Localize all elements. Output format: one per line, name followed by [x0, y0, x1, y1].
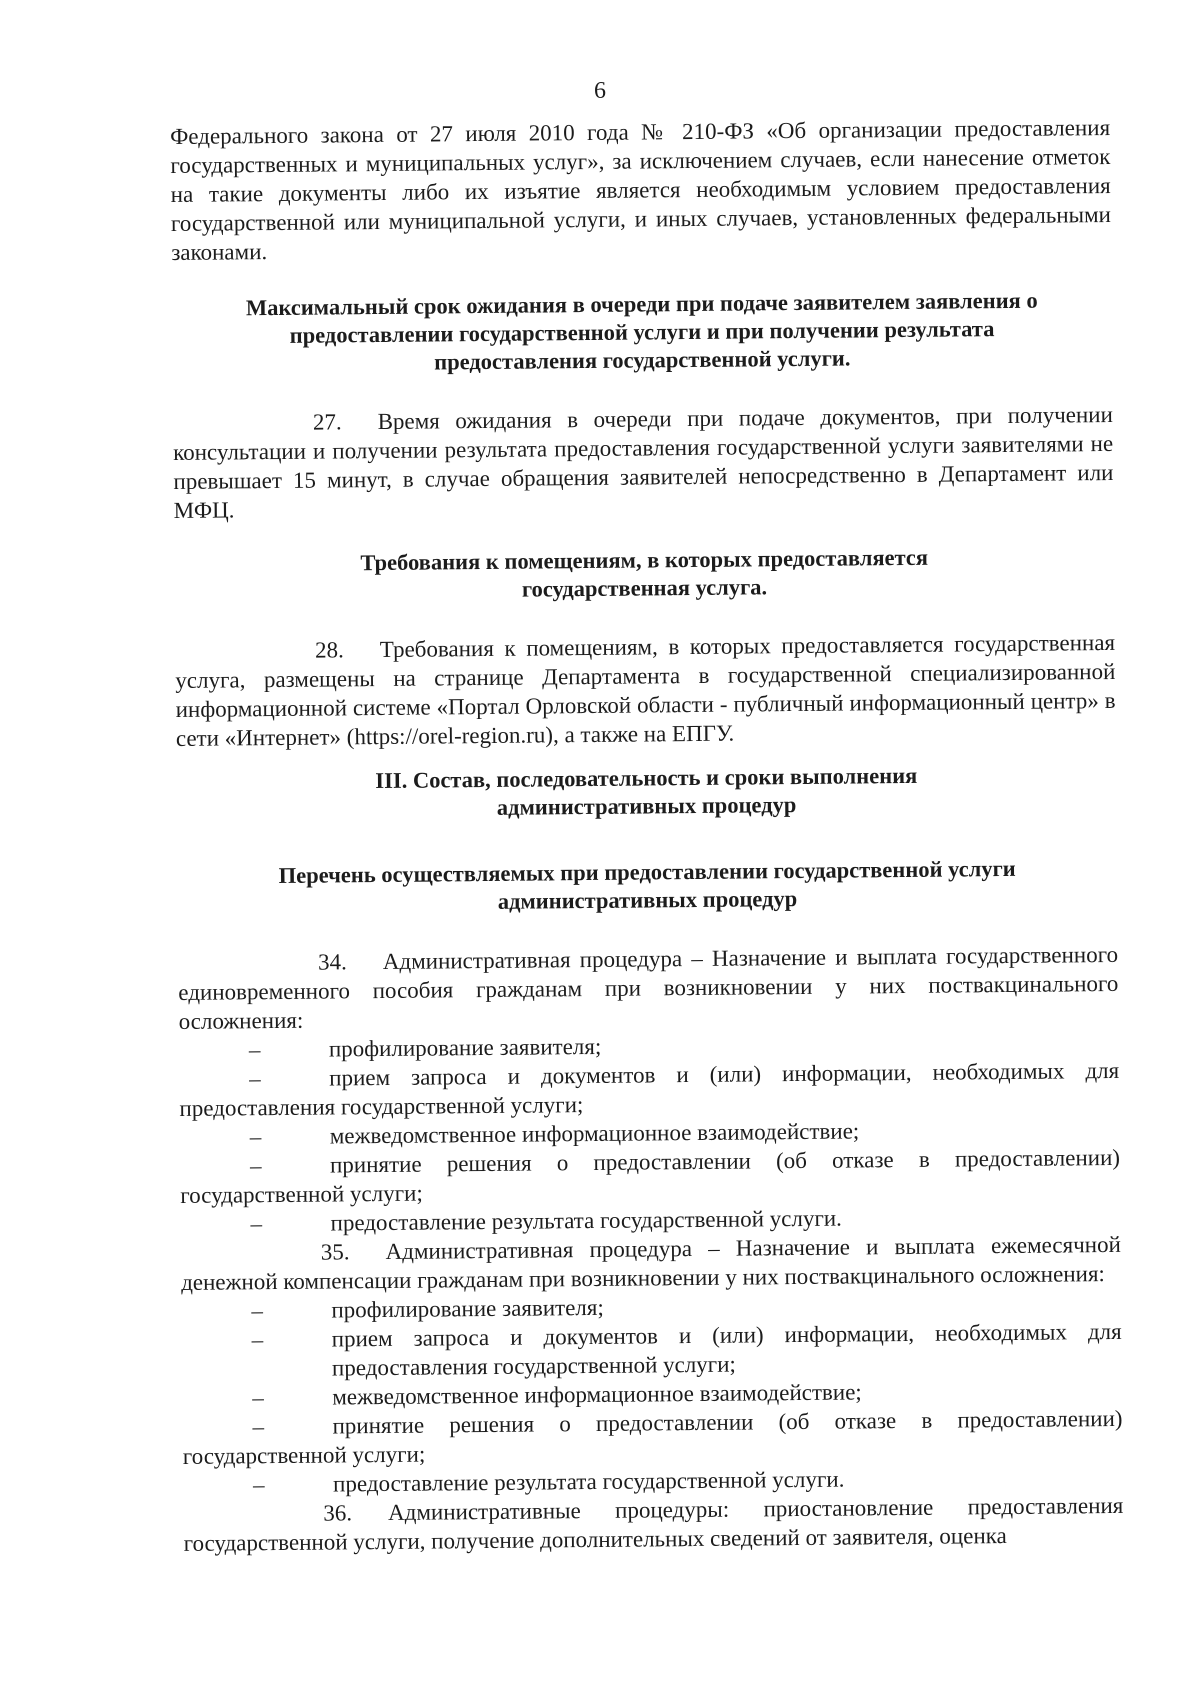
- list-dash: –: [249, 1124, 262, 1150]
- paragraph-35: [181, 1230, 1122, 1297]
- list-item-text: профилирование заявителя;: [331, 1294, 604, 1323]
- list-item-text: предоставление результата государственной услуги.: [332, 1466, 845, 1497]
- list-item: [182, 1317, 1123, 1384]
- heading-line: Максимальный срок ожидания в очереди при подаче заявителем заявления о: [245, 287, 1038, 321]
- list-dash: –: [251, 1327, 264, 1353]
- list-item-text: межведомственное информационное взаимодействие;: [332, 1379, 862, 1410]
- list-dash: –: [249, 1066, 261, 1092]
- list-dash: –: [252, 1385, 264, 1411]
- list-dash: –: [249, 1153, 262, 1179]
- heading-premises-requirements: [174, 542, 1114, 607]
- heading-line: административных процедур: [496, 792, 797, 820]
- list-item-text: прием запроса и документов и (или) информации, необходимых для предоставления государственной услуги;: [179, 1057, 1120, 1121]
- list-dash: –: [248, 1037, 261, 1063]
- heading-line: Перечень осуществляемых при предоставлении государственной услуги: [278, 855, 1016, 888]
- paragraph-text: Время ожидания в очереди при подаче документов, при получении консультации и получении результата предоставления государственной услуги заявителями не превышает 15 минут, в случае обращения заявителей непосредственно в Департамент или МФЦ.: [173, 401, 1114, 523]
- document-body: [170, 113, 1124, 1558]
- paragraph-text: Административная процедура – Назначение и выплата ежемесячной денежной компенсации гражданам при возникновении у них поствакцинального осложнения:: [181, 1231, 1121, 1295]
- paragraph-number: 34.: [317, 949, 347, 975]
- heading-procedures-list: [177, 854, 1117, 919]
- paragraph-number: 36.: [323, 1500, 353, 1526]
- heading-max-wait-time: [172, 286, 1113, 379]
- list-item: [179, 1056, 1120, 1123]
- list-item-text: профилирование заявителя;: [328, 1033, 602, 1062]
- list-dash: –: [250, 1211, 263, 1237]
- paragraph-28: [175, 628, 1116, 753]
- list-item-text: предоставление результата государственной услуги.: [330, 1205, 842, 1236]
- heading-line: предоставления государственной услуги.: [434, 345, 851, 375]
- paragraph-number: 35.: [320, 1239, 350, 1265]
- page-number: 6: [594, 78, 606, 104]
- heading-line: предоставлении государственной услуги и при получении результата: [289, 316, 995, 348]
- list-item: [180, 1143, 1121, 1210]
- list-item-text: принятие решения о предоставлении (об отказе в предоставлении) государственной услуги;: [182, 1405, 1123, 1469]
- paragraph-intro: Федерального закона от 27 июля 2010 года № 210-ФЗ «Об организации предоставления государственных и муниципальных услуг», за исключением случаев, если нанесение отметок на такие документы либо их изъятие является необходимым условием предоставления государственной или муниципальной услуги, и иных случаев, установленных федеральными законами.: [170, 114, 1112, 265]
- list-item-text: межведомственное информационное взаимодействие;: [329, 1118, 860, 1149]
- list-item-text: прием запроса и документов и (или) информации, необходимых для предоставления государственной услуги;: [331, 1318, 1122, 1381]
- heading-section-3: [176, 760, 1116, 825]
- list-dash: –: [252, 1472, 265, 1498]
- list-dash: –: [251, 1298, 264, 1324]
- list-item: [182, 1404, 1123, 1471]
- paragraph-text: Административная процедура – Назначение и выплата государственного единовременного пособия гражданам при возникновении у них поствакцинального осложнения:: [178, 941, 1119, 1034]
- heading-line: Требования к помещениям, в которых предоставляется: [360, 544, 929, 576]
- list-item-text: принятие решения о предоставлении (об отказе в предоставлении) государственной услуги;: [180, 1144, 1121, 1208]
- paragraph-number: 27.: [312, 409, 342, 435]
- heading-line: административных процедур: [497, 886, 798, 914]
- paragraph-36: [183, 1491, 1124, 1558]
- paragraph-number: 28.: [314, 637, 344, 663]
- paragraph-27: [173, 400, 1114, 525]
- heading-line: III. Состав, последовательность и сроки выполнения: [375, 762, 918, 794]
- paragraph-text: Административные процедуры: приостановление предоставления государственной услуги, получение дополнительных сведений от заявителя, оценка: [183, 1492, 1124, 1556]
- paragraph-text: Требования к помещениям, в которых предоставляется государственная услуга, размещены на странице Департамента в государственной специализированной информационной системе «Портал Орловской области - публичный информационный центр» в сети «Интернет» (https://orel-region.ru), а также на ЕПГУ.: [175, 629, 1116, 751]
- paragraph-34: [178, 940, 1119, 1036]
- heading-line: государственная услуга.: [521, 574, 768, 602]
- list-dash: –: [252, 1414, 265, 1440]
